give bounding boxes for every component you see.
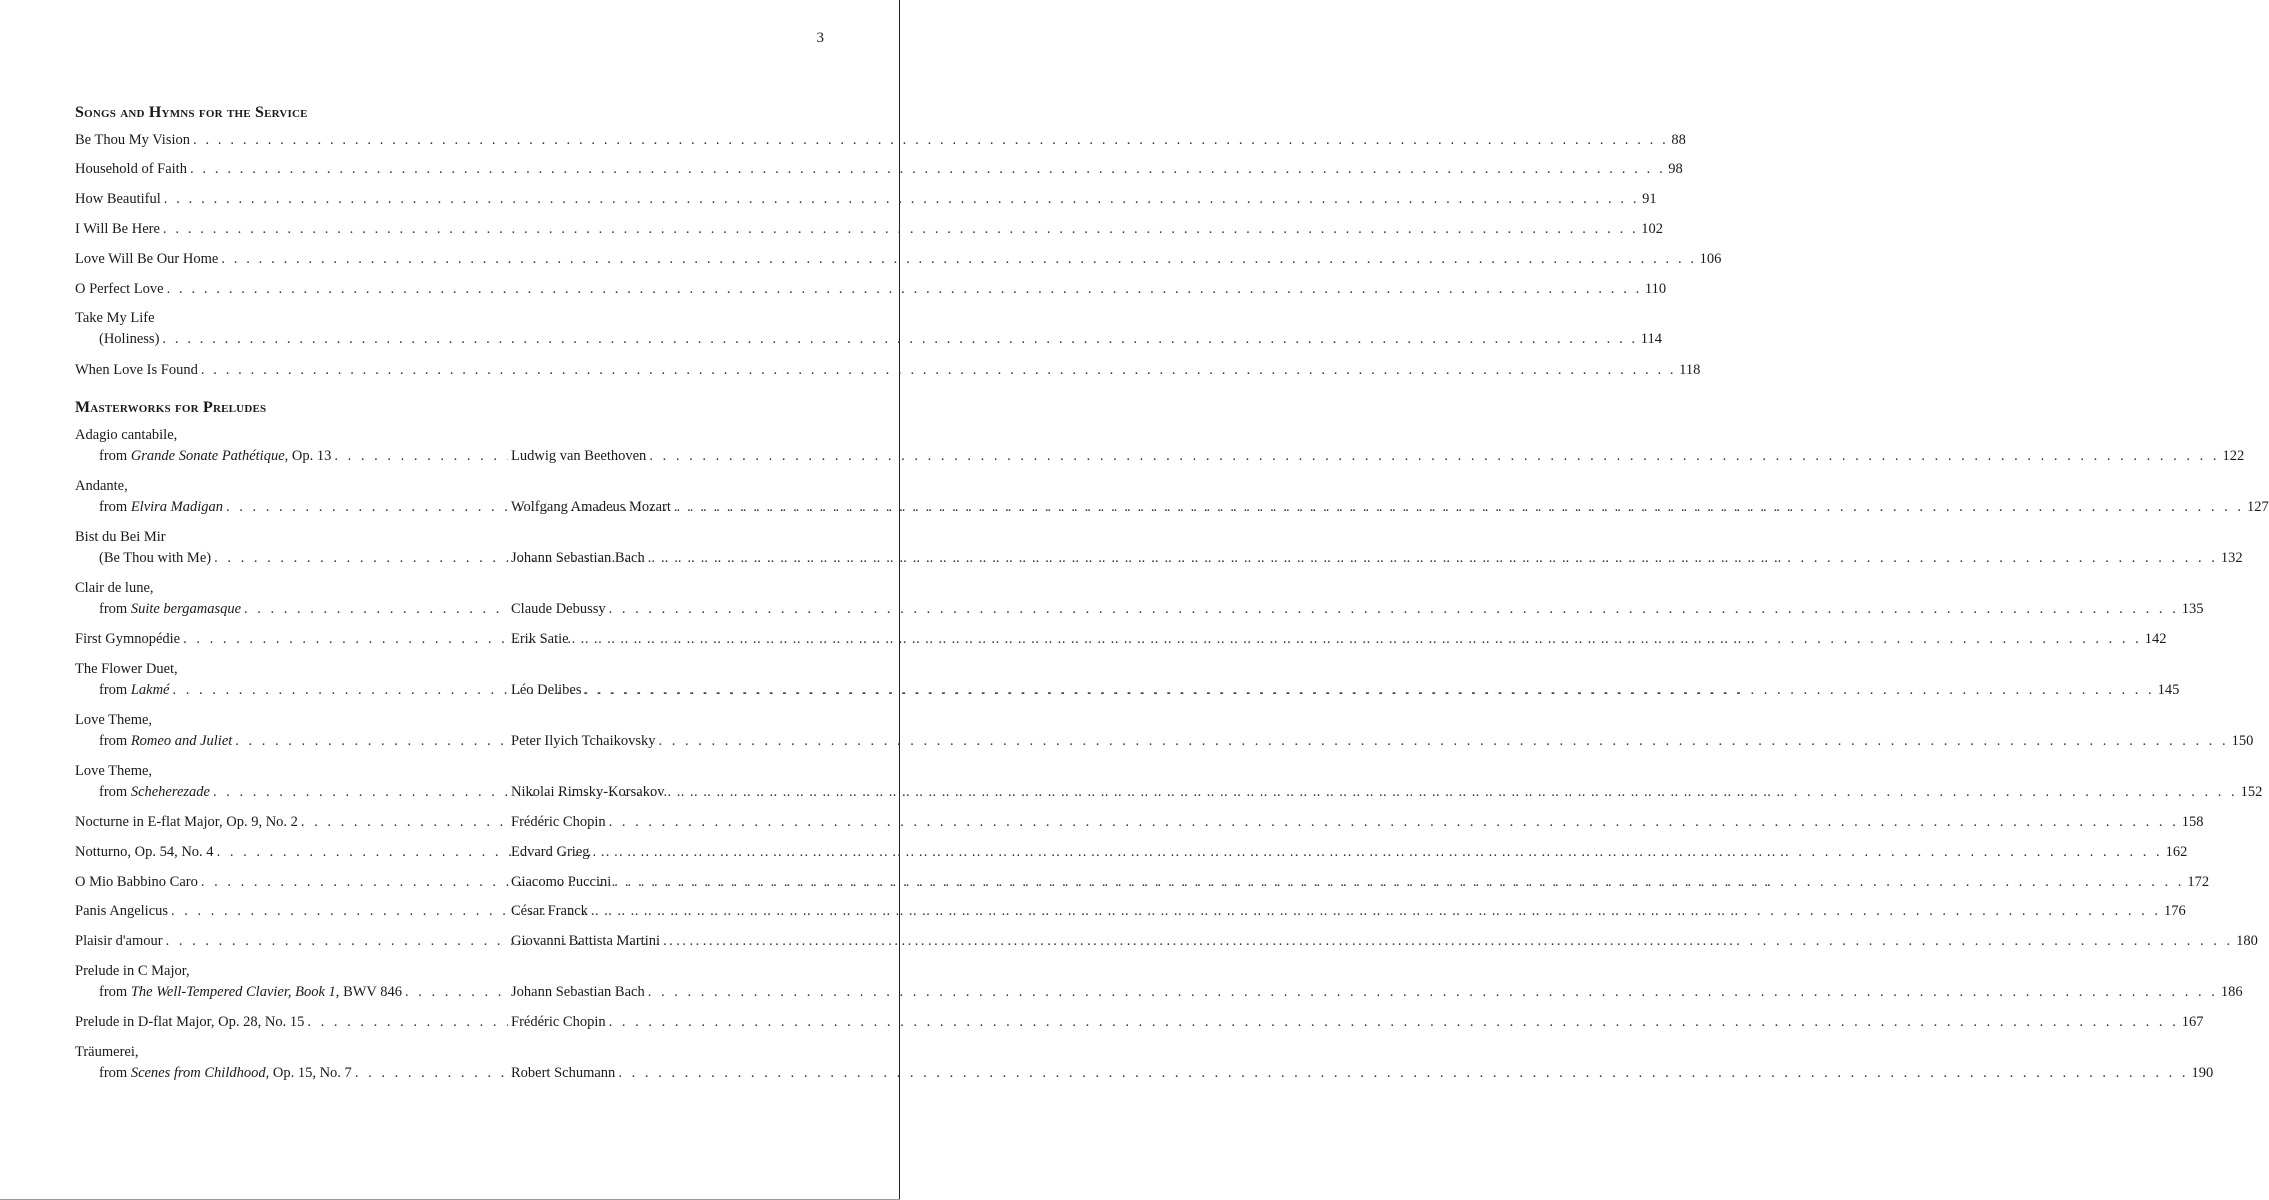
entry-work: Elvira Madigan: [130, 499, 224, 515]
entry-opus: Op. 15, No. 7: [269, 1065, 352, 1081]
entry-work: Grande Sonate Pathétique: [130, 448, 285, 464]
entry-page: 114: [1640, 331, 1662, 347]
entry-title-line1: Bist du Bei Mir: [75, 529, 166, 545]
toc-entry[interactable]: [99, 550, 2243, 572]
toc-entry[interactable]: [75, 161, 1683, 183]
entry-composer: César Franck: [511, 903, 588, 919]
entry-composer: Nikolai Rimsky-Korsakov: [511, 784, 665, 800]
entry-page: 142: [2144, 631, 2167, 647]
entry-composer: Wolfgang Amadeus Mozart: [511, 499, 671, 515]
toc-entry[interactable]: [75, 281, 1667, 303]
entry-work: Lakmé: [130, 682, 170, 698]
toc-entry[interactable]: [75, 362, 1701, 384]
toc-entry[interactable]: [75, 814, 2204, 836]
entry-page: 180: [2236, 933, 2258, 949]
toc-entry[interactable]: [99, 984, 2243, 1006]
entry-title-line1: Love Theme,: [75, 763, 153, 779]
entry-subtitle: (Be Thou with Me): [99, 550, 212, 566]
entry-work: Suite bergamasque: [130, 601, 242, 617]
section-heading-masterworks: Masterworks for Preludes: [75, 399, 267, 416]
entry-title-line1: Adagio cantabile,: [75, 427, 178, 443]
entry-composer: Giovanni Battista Martini: [511, 933, 661, 949]
entry-composer: Léo Delibes: [511, 682, 582, 698]
entry-page: 158: [2181, 814, 2204, 830]
entry-composer: Ludwig van Beethoven: [511, 448, 647, 464]
entry-page: 91: [1642, 191, 1657, 207]
entry-composer: Erik Satie: [511, 631, 569, 647]
toc-entry[interactable]: [99, 499, 2269, 521]
entry-from: from: [99, 784, 131, 800]
entry-title: O Perfect Love: [75, 281, 164, 297]
entry-composer: Peter Ilyich Tchaikovsky: [511, 733, 656, 749]
toc-entry[interactable]: [75, 903, 2186, 925]
entry-title-line1: Träumerei,: [75, 1044, 139, 1060]
toc-entry[interactable]: [99, 1065, 2214, 1087]
entry-composer: Johann Sebastian Bach: [511, 984, 645, 1000]
entry-title-line1: Clair de lune,: [75, 580, 154, 596]
entry-title-line1: The Flower Duet,: [75, 661, 178, 677]
entry-composer: Frédéric Chopin: [511, 814, 606, 830]
toc-entry[interactable]: [99, 448, 2245, 470]
entry-from: from: [99, 1065, 131, 1081]
entry-title: First Gymnopédie: [75, 631, 181, 647]
entry-work: The Well-Tempered Clavier, Book 1,: [130, 984, 340, 1000]
entry-title: O Mio Babbino Caro: [75, 874, 198, 890]
entry-from: from: [99, 984, 131, 1000]
toc-entry[interactable]: [75, 221, 1663, 243]
entry-title: Love Will Be Our Home: [75, 251, 219, 267]
entry-page: 122: [2222, 448, 2245, 464]
entry-from: from: [99, 682, 131, 698]
toc-entry[interactable]: [75, 844, 2188, 866]
entry-title: Household of Faith: [75, 161, 187, 177]
entry-page: 127: [2247, 499, 2269, 515]
toc-entry[interactable]: [75, 132, 1686, 154]
entry-title: Panis Angelicus: [75, 903, 169, 919]
entry-composer: Johann Sebastian Bach: [511, 550, 645, 566]
toc-entry[interactable]: [75, 874, 2210, 896]
entry-page: 176: [2164, 903, 2186, 919]
entry-subtitle: (Holiness): [99, 331, 160, 347]
entry-page: 102: [1641, 221, 1663, 237]
entry-page: 145: [2157, 682, 2180, 698]
toc-entry[interactable]: [99, 331, 1662, 353]
toc-entry[interactable]: [75, 251, 1722, 273]
entry-from: from: [99, 733, 131, 749]
entry-title: Plaisir d'amour: [75, 933, 163, 949]
entry-composer: Robert Schumann: [511, 1065, 616, 1081]
entry-composer: Edvard Grieg: [511, 844, 590, 860]
entry-page: 190: [2191, 1065, 2214, 1081]
entry-page: 110: [1644, 281, 1667, 297]
toc-entry[interactable]: [99, 784, 2263, 806]
entry-page: 150: [2231, 733, 2254, 749]
entry-work: Romeo and Juliet: [130, 733, 233, 749]
entry-page: 132: [2220, 550, 2243, 566]
entry-page: 88: [1671, 132, 1686, 148]
entry-page: 118: [1679, 362, 1701, 378]
entry-title: Prelude in D-flat Major, Op. 28, No. 15: [75, 1014, 305, 1030]
entry-page: 167: [2181, 1014, 2204, 1030]
entry-title-line1: Andante,: [75, 478, 128, 494]
page-number: 3: [816, 30, 824, 46]
entry-work: Scenes from Childhood,: [130, 1065, 270, 1081]
entry-work: Scheherezade: [130, 784, 210, 800]
entry-title: Notturno, Op. 54, No. 4: [75, 844, 214, 860]
entry-title: Be Thou My Vision: [75, 132, 191, 148]
entry-title-line1: Prelude in C Major,: [75, 963, 190, 979]
toc-entry[interactable]: [75, 191, 1657, 213]
entry-page: 135: [2181, 601, 2204, 617]
entry-title: Nocturne in E-flat Major, Op. 9, No. 2: [75, 814, 298, 830]
entry-composer: Claude Debussy: [511, 601, 606, 617]
toc-entry[interactable]: [75, 631, 2167, 653]
toc-entry[interactable]: [99, 601, 2204, 623]
toc-entry[interactable]: [75, 1014, 2204, 1036]
entry-title: I Will Be Here: [75, 221, 160, 237]
entry-title: When Love Is Found: [75, 362, 198, 378]
entry-from: from: [99, 448, 131, 464]
entry-from: from: [99, 499, 131, 515]
toc-entry[interactable]: [99, 733, 2254, 755]
entry-title-line1: Love Theme,: [75, 712, 153, 728]
entry-page: 106: [1699, 251, 1722, 267]
entry-composer: Giacomo Puccini: [511, 874, 612, 890]
entry-page: 162: [2165, 844, 2188, 860]
toc-entry[interactable]: [75, 933, 2258, 955]
entry-page: 172: [2187, 874, 2210, 890]
section-heading-songs: Songs and Hymns for the Service: [75, 104, 308, 121]
entry-opus: BWV 846: [339, 984, 403, 1000]
entry-page: 152: [2240, 784, 2263, 800]
entry-page: 98: [1668, 161, 1683, 177]
entry-title: How Beautiful: [75, 191, 161, 207]
entry-from: from: [99, 601, 131, 617]
entry-title-line1: Take My Life: [75, 310, 155, 326]
entry-composer: Frédéric Chopin: [511, 1014, 606, 1030]
toc-entry[interactable]: [99, 682, 2180, 704]
entry-opus: , Op. 13: [284, 448, 332, 464]
entry-page: 186: [2220, 984, 2243, 1000]
